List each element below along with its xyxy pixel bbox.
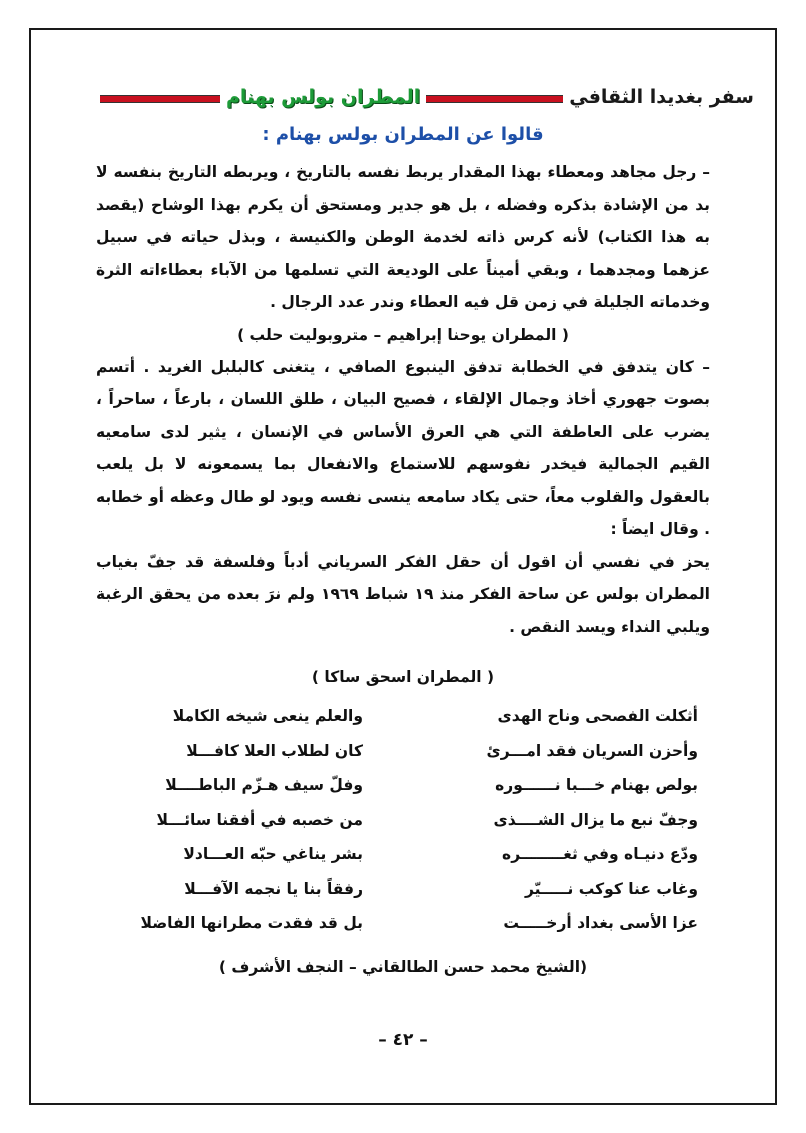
- verse-second-hemistich: بل قد فقدت مطرانها الفاضلا: [140, 914, 363, 933]
- poem-verse: [96, 734, 710, 769]
- verse-first-hemistich: عزا الأسى بغداد أرخـــــت: [503, 914, 698, 933]
- section-title: قالوا عن المطران بولس بهنام :: [262, 124, 544, 145]
- verse-first-hemistich: وأحزن السريان فقد امـــرئ: [486, 741, 698, 760]
- verse-second-hemistich: وفلّ سيف هـزّم الباطــــلا: [165, 776, 363, 795]
- quote-text-2b: يحز في نفسي أن اقول أن حقل الفكر السرياني أدباً وفلسفة قد جفّ بغياب المطران بولس عن ساحة الفكر منذ ١٩ شباط ١٩٦٩ ولم نرَ بعده من يحقق الرغبة ويلبي النداء ويسد النقص .: [96, 552, 710, 636]
- poem-verse: [96, 837, 710, 872]
- poem-verse: [96, 768, 710, 803]
- verse-first-hemistich: أثكلت الفصحى وناح الهدى: [497, 707, 698, 726]
- verse-first-hemistich: وغاب عنا كوكب نـــــيّر: [525, 879, 698, 898]
- quote-text-1: – رجل مجاهد ومعطاء بهذا المقدار يربط نفسه بالتاريخ ، ويربطه التاريخ بنفسه لا بد من الإشادة بذكره وفضله ، بل هو جدير ومستحق أن يكرم بهذا الوشاح (يقصد به هذا الكتاب) لأنه كرس ذاته لخدمة الوطن والكنيسة ، وبذل حياته في سبيل عزهما ومجدهما ، وبقي أميناً على الوديعة التي تسلمها من الآباء بعطاءاته الثرة وخدماته الجليلة في زمن قل فيه العطاء وندر عدد الرجال .: [96, 163, 710, 311]
- verse-first-hemistich: ودّع دنيـاه وفي ثغــــــــره: [502, 845, 698, 864]
- chapter-title: المطران بولس بهنام: [220, 82, 426, 112]
- poem-verse: [96, 699, 710, 734]
- poem-verse: [96, 803, 710, 838]
- poem-verse: [96, 906, 710, 941]
- poem-verse: [96, 872, 710, 907]
- quote-attribution-1: ( المطران يوحنا إبراهيم – متروبوليت حلب ): [237, 325, 569, 344]
- page-header: [100, 82, 760, 114]
- quote-text-2: – كان يتدفق في الخطابة تدفق الينبوع الصافي ، يتغنى كالبلبل الغريد . أتسم بصوت جهوري أخاذ وجمال الإلقاء ، فصيح البيان ، طلق اللسان ، بارعاً ، ساحراً ، يضرب على العاطفة التي هي العرق الأساس في الإنسان ، يثير لدى سامعيه القيم الجمالية فيخدر نفوسهم للاستماع والانفعال بما يسمعونه لا بل يلعب بالعقول والقلوب معاً، حتى يكاد سامعه ينسى نفسه ويود لو طال وعظه أو خطابه . وقال ايضاً :: [96, 357, 710, 538]
- verse-second-hemistich: والعلم ينعى شيخه الكاملا: [172, 707, 363, 726]
- spacer: [96, 643, 710, 661]
- verse-second-hemistich: كان لطلاب العلا كافـــلا: [186, 741, 363, 760]
- page-number: – ٤٢ –: [378, 1030, 428, 1050]
- verse-first-hemistich: بولص بهنام خـــبا نــــــوره: [495, 776, 698, 795]
- quote-attribution-2: ( المطران اسحق ساكا ): [311, 668, 495, 686]
- page-body: [96, 120, 710, 941]
- poet-credit: (الشيخ محمد حسن الطالقاني – النجف الأشرف ): [218, 958, 588, 976]
- book-title: سفر بغديدا الثقافي: [563, 82, 760, 112]
- poem: [96, 699, 710, 941]
- verse-second-hemistich: من خصبه في أفقنا سائـــلا: [156, 810, 363, 829]
- verse-first-hemistich: وجفّ نبع ما يزال الشــــذى: [493, 810, 698, 829]
- verse-second-hemistich: بشر يناغي حبّه العـــادلا: [183, 845, 363, 864]
- verse-second-hemistich: رفقاً بنا يا نجمه الآفـــلا: [184, 879, 363, 898]
